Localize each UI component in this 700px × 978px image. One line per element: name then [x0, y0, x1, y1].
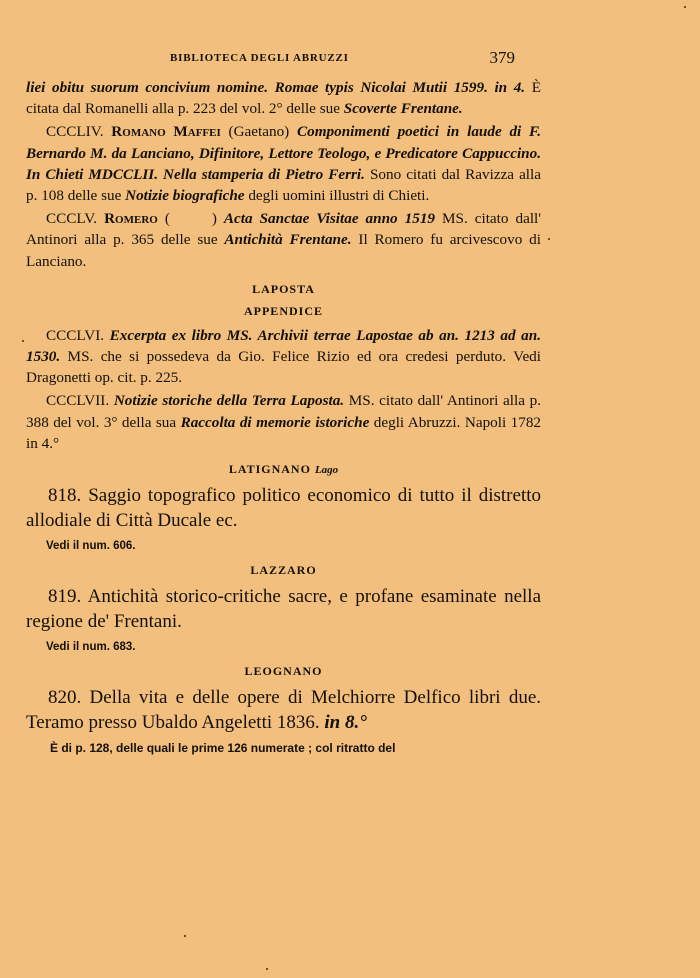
- page-header: [170, 48, 515, 70]
- entry-818: [26, 483, 541, 533]
- entry-continuation: liei obitu suorum concivium nomine. Romae typis Nicolai Mutii 1599. in 4. È citata dal Romanelli alla p. 223 del vol. 2° delle sue Scoverte Frentane.: [26, 79, 541, 118]
- cross-reference-note: Vedi il num. 683.: [46, 641, 136, 654]
- section-heading-latignano: LATIGNANO Lago: [228, 462, 339, 477]
- entry-title: Excerpta ex libro MS. Archivii terrae Lapostae ab an. 1213 ad an. 1530.: [26, 326, 541, 366]
- print-speck: [184, 935, 186, 937]
- entry-ccclvi: CCCLVI. Excerpta ex libro MS. Archivii terrae Lapostae ab an. 1213 ad an. 1530. MS. che si possedeva da Gio. Felice Rizio ed ora credesi perduto. Vedi Dragonetti op. cit. p. 225.: [26, 326, 541, 387]
- cross-reference-note: Vedi il num. 606.: [46, 540, 136, 553]
- page-number: 379: [489, 48, 515, 67]
- entry-title: Notizie storiche della Terra Laposta.: [113, 392, 345, 410]
- entry-format: in 8.°: [324, 712, 367, 734]
- section-heading-leognano: LEOGNANO: [244, 664, 323, 679]
- entry-title: Componimenti poetici in laude di F. Bernardo M. da Lanciano, Difinitore, Lettore Teologo, e Predicatore Cappuccino. In Chieti MDCCLII. Nella stamperia di Pietro Ferri.: [26, 123, 542, 183]
- entry-number: 818.: [48, 485, 82, 507]
- entry-number: CCCLVII.: [46, 392, 110, 410]
- running-title: BIBLIOTECA DEGLI ABRUZZI: [170, 52, 349, 64]
- entry-ccclIV: CCCLIV. Romano Maffei (Gaetano) Componimenti poetici in laude di F. Bernardo M. da Lanciano, Difinitore, Lettore Teologo, e Predicatore Cappuccino. In Chieti MDCCLII. Nella stamperia di Pietro Ferri. Sono citati dal Ravizza alla p. 108 delle sue Notizie biografiche degli uomini illustri di Chieti.: [26, 123, 542, 205]
- print-speck: [266, 968, 268, 970]
- entry-title: Saggio topografico politico economico di tutto il distretto allodiale di Città Ducale ec.: [26, 485, 541, 532]
- entry-ccclv: CCCLV. Romero ( ) Acta Sanctae Visitae anno 1519 MS. citato dall' Antinori alla p. 365 delle sue Antichità Frentane. Il Romero fu arcivescovo di Lanciano.: [26, 210, 541, 270]
- description-note: È di p. 128, delle quali le prime 126 numerate ; col ritratto del: [50, 741, 396, 756]
- print-speck: [22, 340, 24, 342]
- entry-number: 819.: [48, 586, 82, 608]
- section-heading-lazzaro: LAZZARO: [250, 563, 317, 578]
- section-heading-laposta: LAPOSTA: [252, 281, 315, 296]
- entry-title: Antichità storico-critiche sacre, e profane esaminate nella regione de' Frentani.: [26, 586, 542, 633]
- print-speck: [548, 238, 550, 240]
- entry-number: 820.: [48, 687, 82, 709]
- entry-number: CCCLIV.: [46, 123, 104, 141]
- entry-author: Romero: [104, 210, 158, 228]
- text-column: [26, 77, 541, 759]
- entry-ccclvii: CCCLVII. Notizie storiche della Terra Laposta. MS. citato dall' Antinori alla p. 388 del vol. 3° della sua Raccolta di memorie istoriche degli Abruzzi. Napoli 1782 in 4.°: [26, 392, 542, 452]
- entry-number: CCCLVI.: [46, 326, 105, 344]
- section-heading-appendice: APPENDICE: [243, 303, 323, 318]
- entry-title: Acta Sanctae Visitae anno 1519: [223, 210, 436, 228]
- entry-819: [26, 584, 541, 634]
- entry-author: Romano Maffei: [111, 123, 221, 141]
- entry-number: CCCLV.: [46, 210, 98, 228]
- entry-title: Della vita e delle opere di Melchiorre Delfico libri due. Teramo presso Ubaldo Angeletti 1836.: [26, 687, 541, 734]
- print-speck: [684, 6, 686, 8]
- entry-820: [26, 685, 541, 735]
